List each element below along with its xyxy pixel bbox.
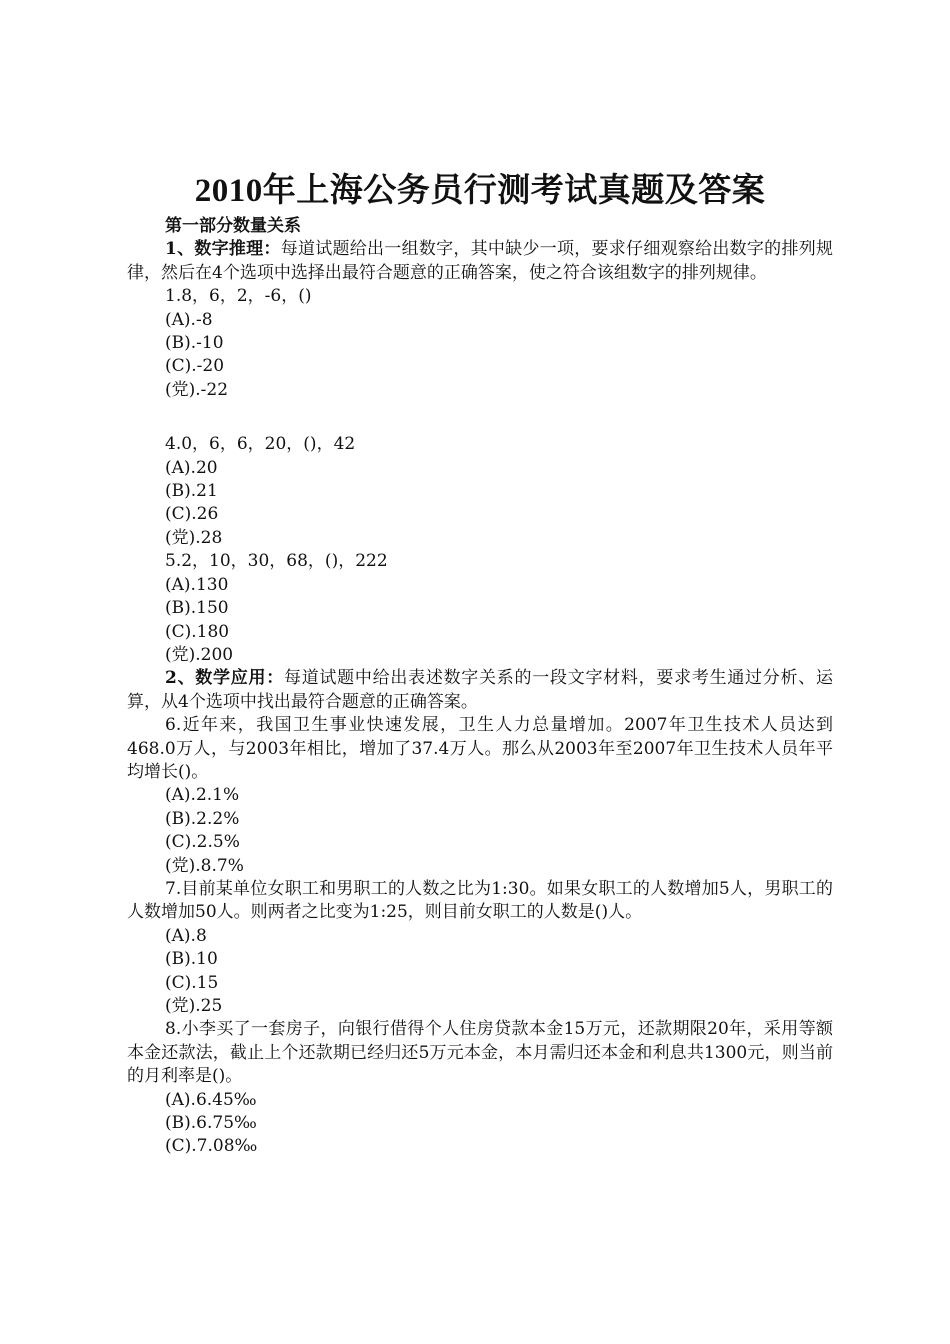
document-page (127, 168, 833, 1159)
section1-label: 1、数字推理： (165, 239, 281, 260)
q7-option-a: (A).8 (165, 925, 207, 946)
section2-intro (127, 667, 833, 714)
section2-label: 2、数学应用： (165, 668, 284, 689)
part-heading: 第一部分数量关系 (165, 216, 301, 236)
q8-option-c: (C).7.08‰ (165, 1136, 258, 1157)
q7-option-c: (C).15 (165, 972, 219, 993)
section1-intro (127, 238, 833, 285)
q6-option-a: (A).2.1% (165, 785, 240, 806)
title-year: 2010 (194, 173, 263, 209)
q4-option-c: (C).26 (165, 504, 219, 525)
q6-option-b: (B).2.2% (165, 808, 240, 829)
q4-option-d: (党).28 (165, 527, 223, 548)
q5-option-b: (B).150 (165, 598, 229, 619)
q1-option-a: (A).-8 (165, 309, 213, 330)
q7-option-d: (党).25 (165, 996, 223, 1016)
q4-option-b: (B).21 (165, 481, 218, 502)
q7-option-b: (B).10 (165, 949, 218, 970)
q8-option-b: (B).6.75‰ (165, 1113, 257, 1134)
blank-gap (127, 402, 833, 433)
q1-option-b: (B).-10 (165, 333, 224, 354)
q1-option-c: (C).-20 (165, 356, 225, 377)
page-title (127, 168, 833, 213)
q7-stem: 7.目前某单位女职工和男职工的人数之比为1:30。如果女职工的人数增加5人，男职工的人数增加50人。则两者之比变为1:25，则目前女职工的人数是()人。 (127, 878, 833, 923)
section1-text: 每道试题给出一组数字，其中缺少一项，要求仔细观察给出数字的排列规律，然后在4个选项中选择出最符合题意的正确答案，使之符合该组数字的排列规律。 (127, 239, 833, 283)
q6-option-c: (C).2.5% (165, 832, 240, 853)
q5-option-c: (C).180 (165, 621, 230, 642)
q6-stem: 6.近年来，我国卫生事业快速发展，卫生人力总量增加。2007年卫生技术人员达到468.0万人，与2003年相比，增加了37.4万人。那么从2003年至2007年卫生技术人员年平均增长()。 (127, 715, 833, 782)
q4-option-a: (A).20 (165, 457, 218, 478)
q8-stem: 8.小李买了一套房子，向银行借得个人住房贷款本金15万元，还款期限20年，采用等额本金还款法，截止上个还款期已经归还5万元本金，本月需归还本金和利息共1300元，则当前的月利率是()。 (127, 1019, 833, 1087)
section2-text: 每道试题中给出表述数字关系的一段文字材料，要求考生通过分析、运算，从4个选项中找出最符合题意的正确答案。 (127, 668, 833, 712)
q5-stem: 5.2，10，30，68，()，222 (165, 551, 388, 572)
q4-stem: 4.0，6，6，20，()，42 (165, 434, 356, 455)
q6-option-d: (党).8.7% (165, 855, 244, 876)
q5-option-d: (党).200 (165, 644, 234, 665)
q8-option-a: (A).6.45‰ (165, 1089, 257, 1110)
title-text: 年上海公务员行测考试真题及答案 (262, 170, 766, 209)
q1-option-d: (党).-22 (165, 379, 229, 400)
q1-stem: 1.8，6，2，-6，() (165, 286, 312, 307)
q5-option-a: (A).130 (165, 574, 229, 595)
